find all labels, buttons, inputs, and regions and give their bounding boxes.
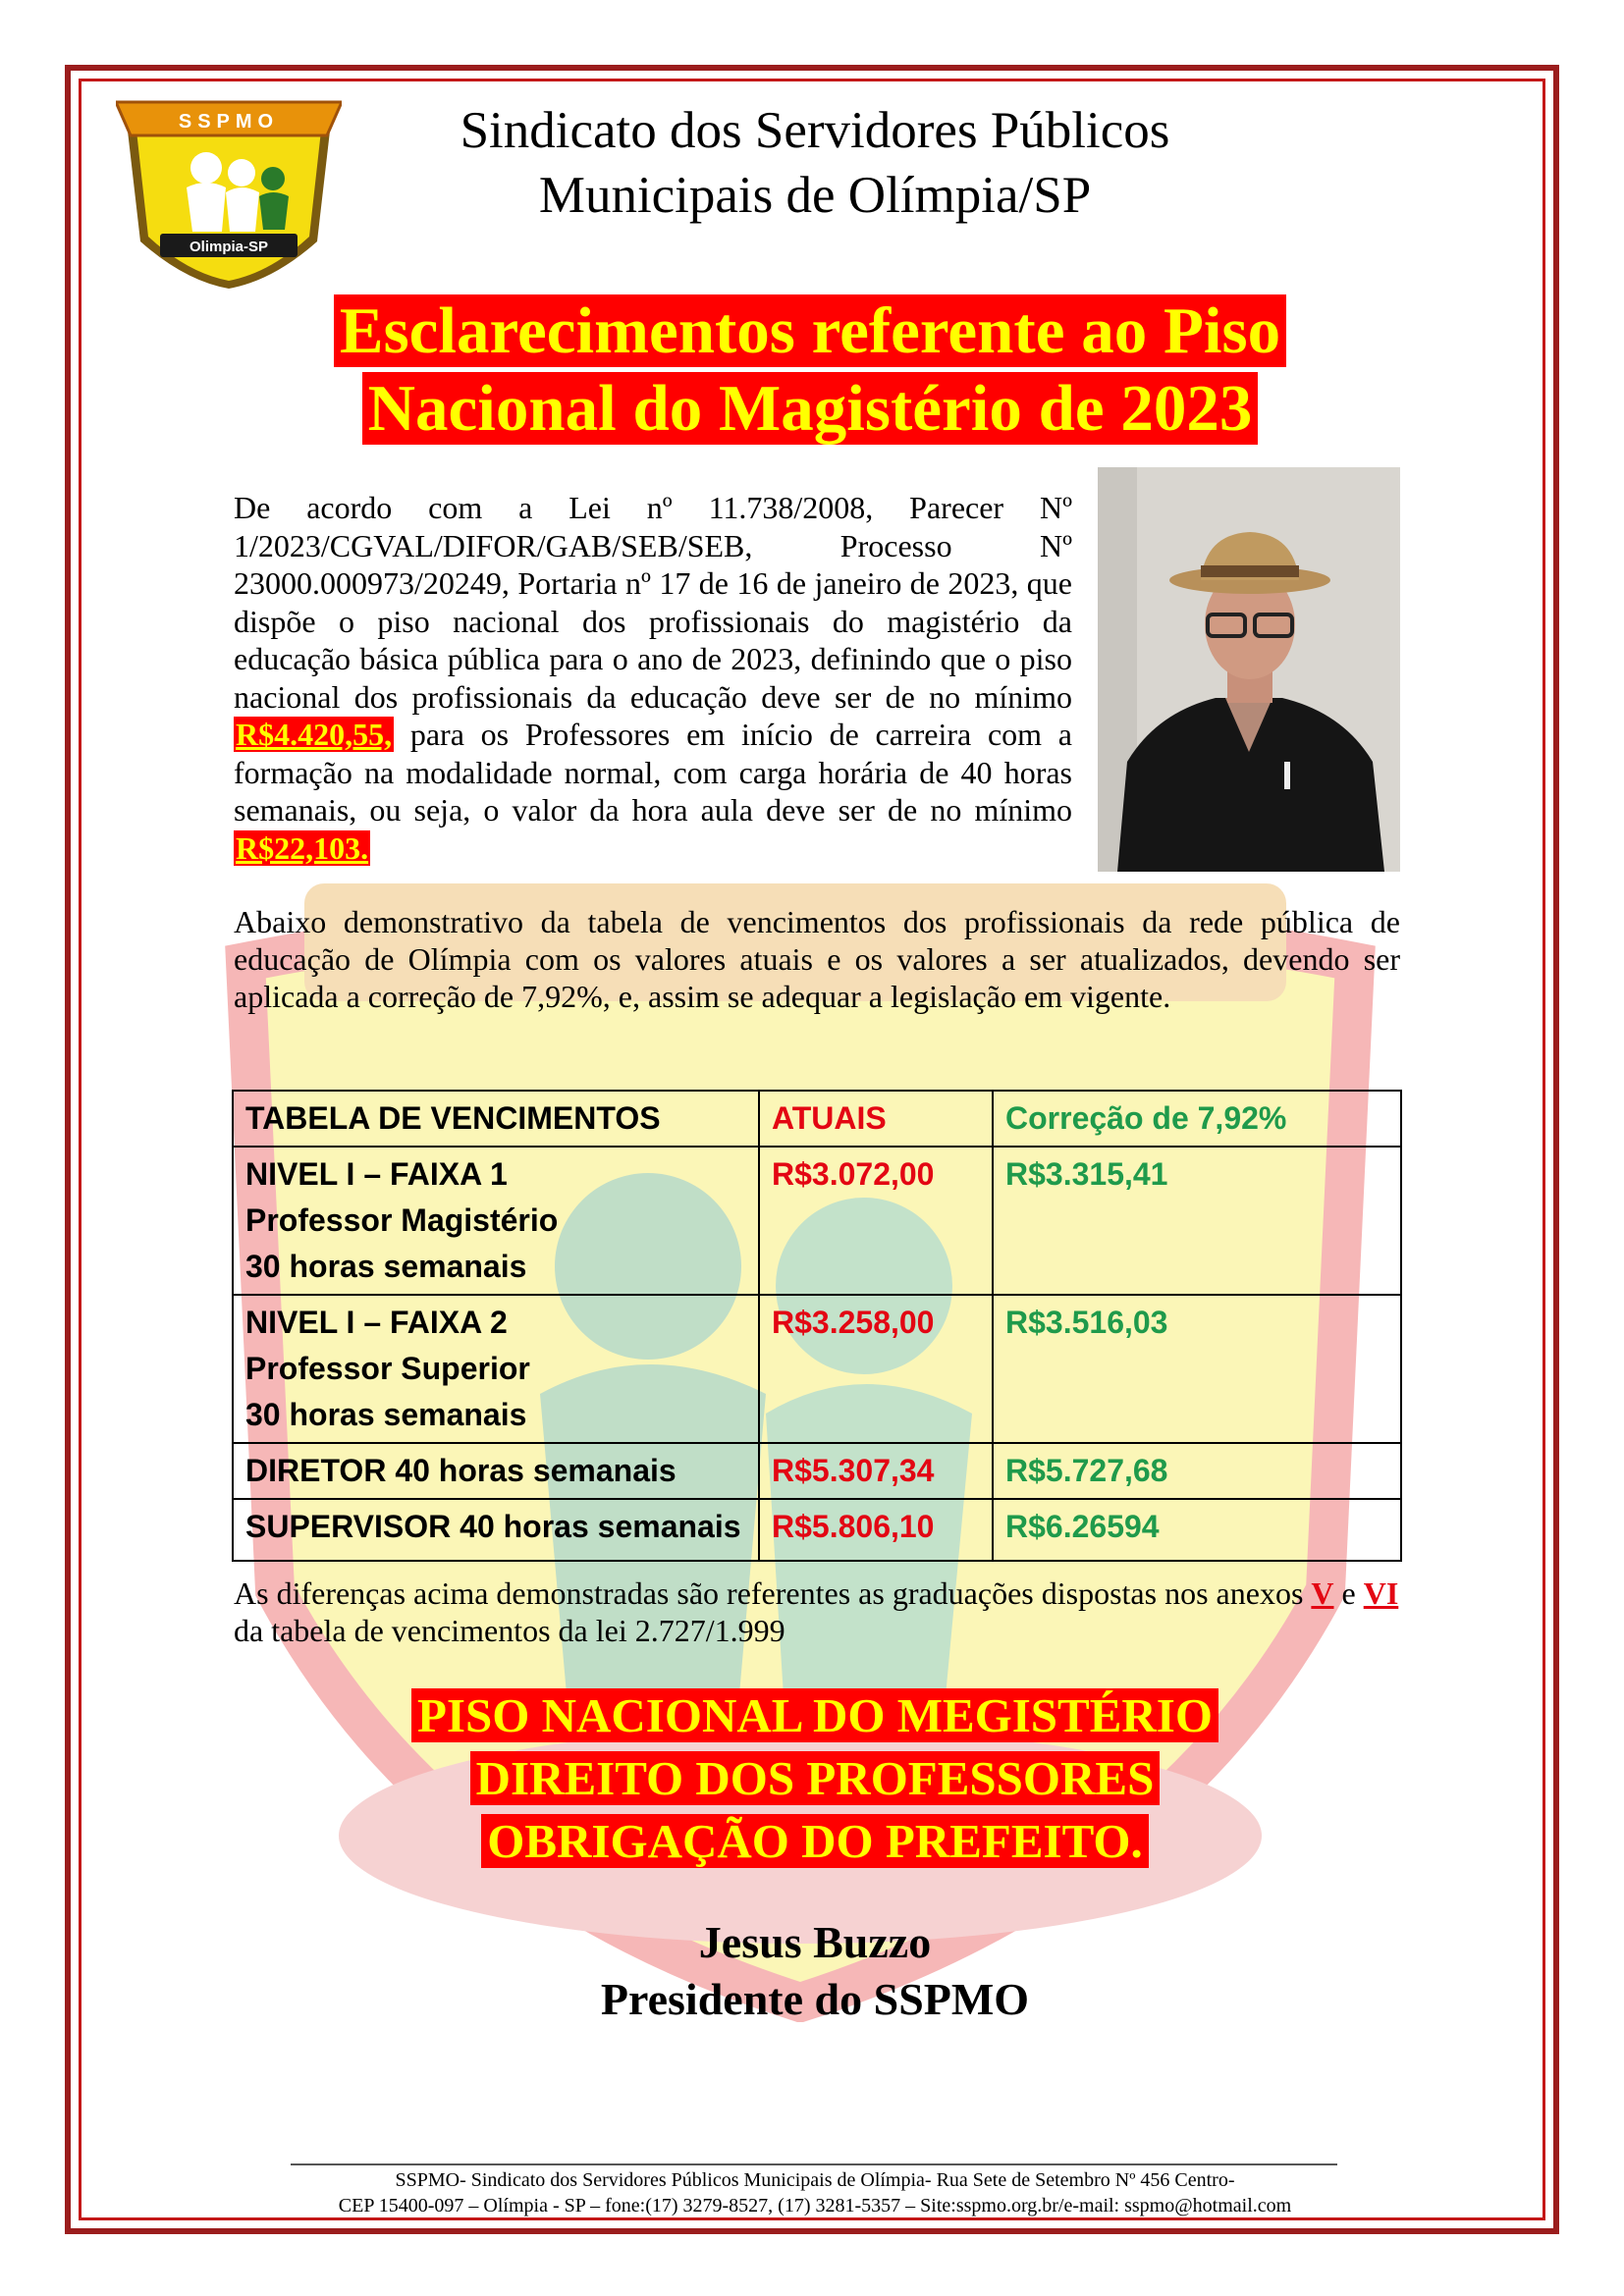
row-label-line: Professor Superior	[245, 1351, 530, 1386]
row-label-line: 30 horas semanais	[245, 1397, 527, 1432]
row-label	[233, 1295, 759, 1443]
table-row	[233, 1147, 1401, 1295]
row-label-line: NIVEL I – FAIXA 2	[245, 1305, 508, 1340]
footer-divider	[291, 2163, 1337, 2165]
note-text-2: e	[1333, 1575, 1364, 1611]
header-tabela: TABELA DE VENCIMENTOS	[233, 1091, 759, 1147]
annex-ref-v: V	[1311, 1575, 1334, 1611]
row-label-line: NIVEL I – FAIXA 1	[245, 1156, 508, 1192]
table-row	[233, 1295, 1401, 1443]
footer-address: SSPMO- Sindicato dos Servidores Públicos Municipais de Olímpia- Rua Sete de Setembro Nº 456 Centro-	[395, 2169, 1235, 2191]
president-photo	[1098, 467, 1400, 872]
row-corrigido-value: R$5.727,68	[993, 1443, 1401, 1499]
row-label-line: Professor Magistério	[245, 1202, 559, 1238]
row-label: DIRETOR 40 horas semanais	[233, 1443, 759, 1499]
row-corrigido-value: R$6.26594	[993, 1499, 1401, 1561]
table-header-row	[233, 1091, 1401, 1147]
slogan-line3: OBRIGAÇÃO DO PREFEITO.	[481, 1814, 1148, 1868]
logo-text-bottom: Olimpia-SP	[189, 239, 269, 255]
title-line1: Esclarecimentos referente ao Piso	[334, 294, 1286, 367]
row-atual-value: R$5.307,34	[759, 1443, 993, 1499]
note-text-3: da tabela de vencimentos da lei 2.727/1.999	[234, 1613, 785, 1648]
intro-paragraph	[234, 489, 1072, 867]
slogan-block	[295, 1684, 1335, 1873]
intro-text-1: De acordo com a Lei nº 11.738/2008, Parecer Nº 1/2023/CGVAL/DIFOR/GAB/SEB/SEB, Processo Nº 23000.000973/20249, Portaria nº 17 de 16 de janeiro de 2023, que dispõe o piso nacional dos profissionais do magistério da educação básica pública para o ano de 2023, definindo que o piso nacional dos profissionais da educação deve ser de no mínimo	[234, 490, 1072, 715]
annex-ref-vi: VI	[1363, 1575, 1399, 1611]
signature-block	[393, 1914, 1237, 2028]
hora-aula-value-highlight: R$22,103.	[236, 829, 369, 866]
signatory-name: Jesus Buzzo	[698, 1917, 932, 1967]
row-atual-value: R$3.258,00	[759, 1295, 993, 1443]
logo-text-top: SSPMO	[178, 111, 280, 133]
table-intro-paragraph: Abaixo demonstrativo da tabela de vencimentos dos profissionais da rede pública de educação de Olímpia com os valores atuais e os valores a ser atualizados, devendo ser aplicada a correção de 7,92%, e, assim se adequar a legislação em vigente.	[234, 904, 1400, 1014]
note-text-1: As diferenças acima demonstradas são referentes as graduações dispostas nos anexos	[234, 1575, 1312, 1611]
document-title	[236, 293, 1384, 448]
annex-note	[234, 1575, 1400, 1649]
table-row	[233, 1499, 1401, 1561]
org-name-line1: Sindicato dos Servidores Públicos	[460, 102, 1170, 159]
header-atuais: ATUAIS	[759, 1091, 993, 1147]
slogan-line2: DIREITO DOS PROFESSORES	[470, 1751, 1161, 1805]
organization-name	[373, 98, 1257, 228]
row-label: SUPERVISOR 40 horas semanais	[233, 1499, 759, 1561]
footer-contact: CEP 15400-097 – Olímpia - SP – fone:(17) 3279-8527, (17) 3281-5357 – Site:sspmo.org.br/e-mail: sspmo@hotmail.com	[338, 2195, 1292, 2216]
salary-table	[232, 1090, 1402, 1562]
sspmo-logo	[116, 94, 342, 291]
signatory-role: Presidente do SSPMO	[600, 1974, 1030, 2024]
table-row	[233, 1443, 1401, 1499]
intro-text-2: para os Professores em início de carreira com a formação na modalidade normal, com carga horária de 40 horas semanais, ou seja, o valor da hora aula deve ser de no mínimo	[234, 717, 1072, 828]
row-atual-value: R$5.806,10	[759, 1499, 993, 1561]
title-line2: Nacional do Magistério de 2023	[362, 372, 1259, 445]
row-label-line: 30 horas semanais	[245, 1249, 527, 1284]
slogan-line1: PISO NACIONAL DO MEGISTÉRIO	[411, 1688, 1218, 1742]
row-atual-value: R$3.072,00	[759, 1147, 993, 1295]
footer	[236, 2167, 1394, 2218]
org-name-line2: Municipais de Olímpia/SP	[538, 167, 1092, 224]
row-corrigido-value: R$3.315,41	[993, 1147, 1401, 1295]
piso-value-highlight: R$4.420,55,	[236, 717, 393, 752]
header-correcao: Correção de 7,92%	[993, 1091, 1401, 1147]
row-label	[233, 1147, 759, 1295]
row-corrigido-value: R$3.516,03	[993, 1295, 1401, 1443]
